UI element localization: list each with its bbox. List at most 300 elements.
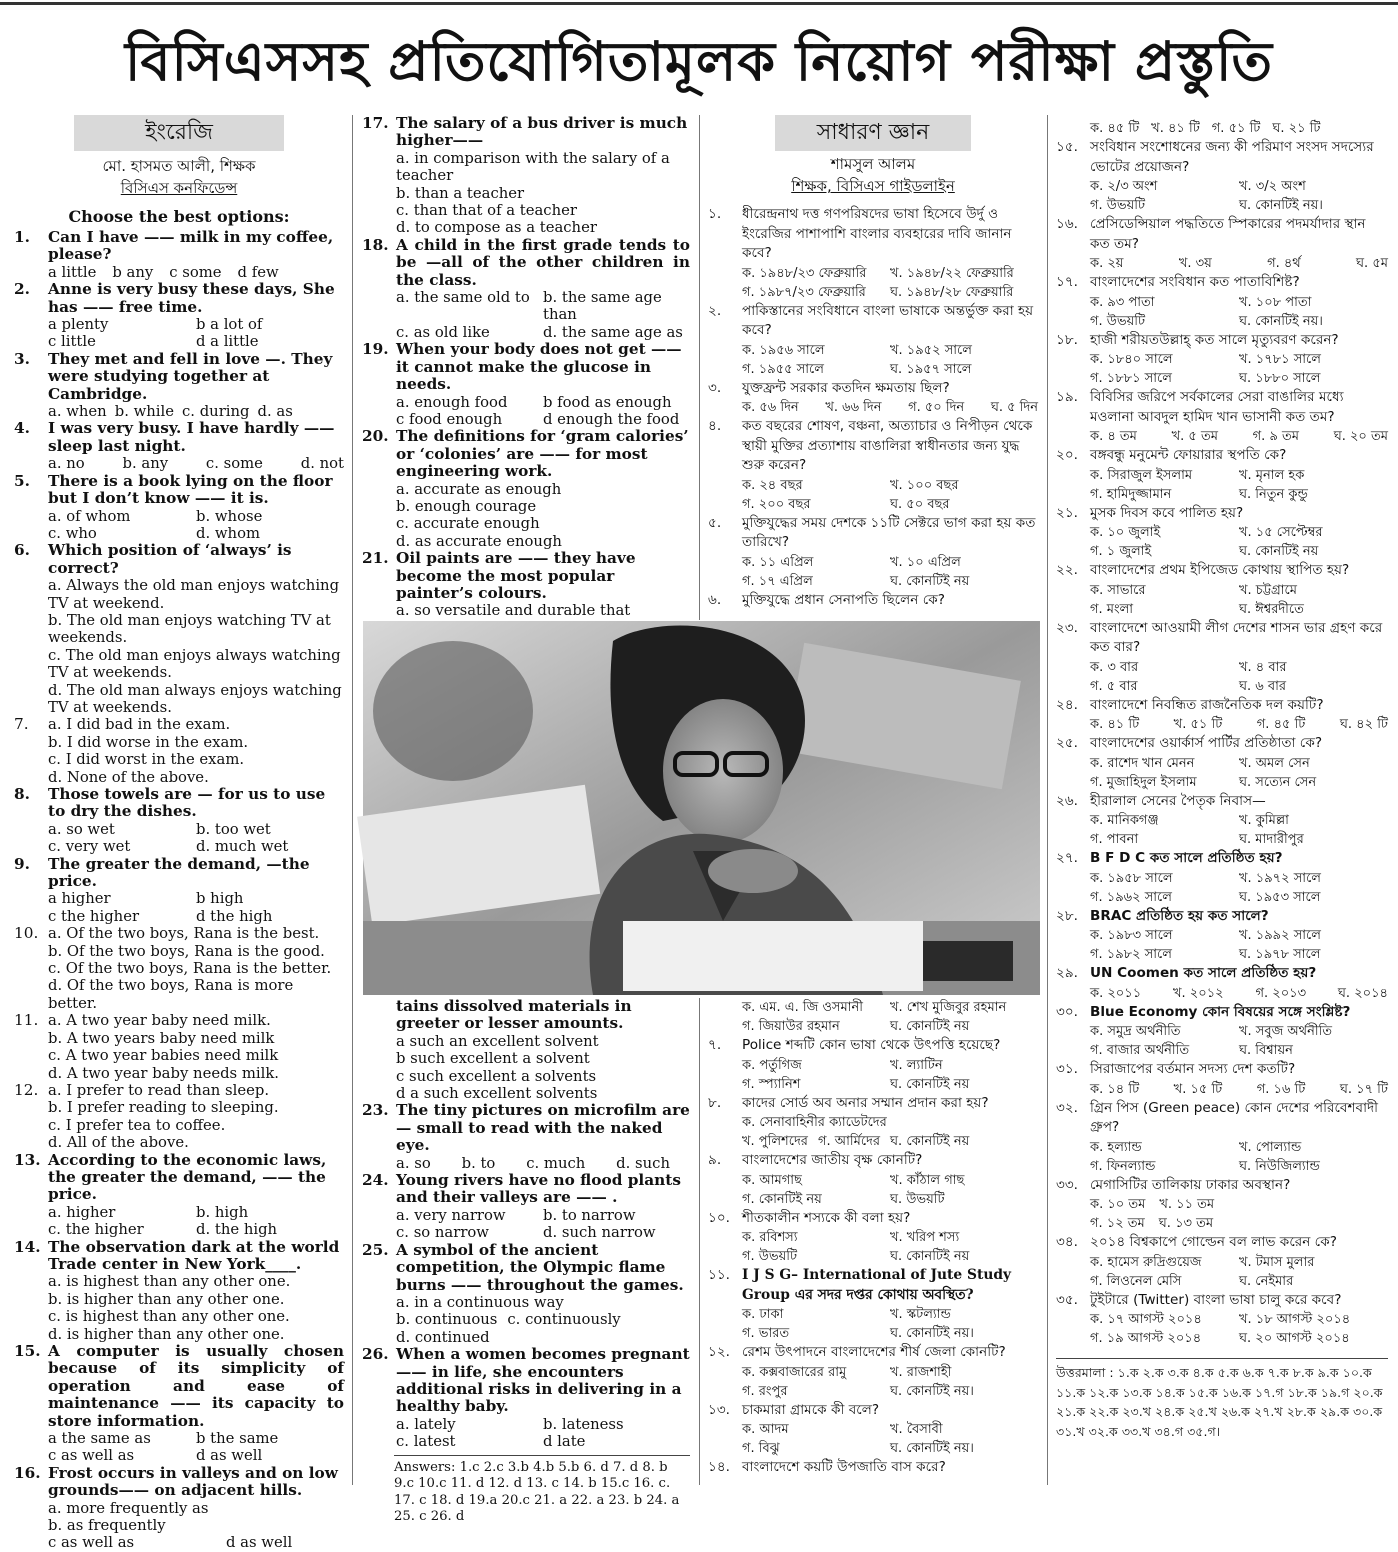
question-number: ৩৫. — [1056, 1291, 1078, 1308]
option: খ. রাজশাহী — [890, 1364, 952, 1380]
option: ঘ. ২০ তম — [1333, 429, 1388, 444]
option: d. is higher than any other one. — [48, 1325, 285, 1343]
question-text: The tiny pictures on microfilm are— small to read with the naked eye. — [396, 1101, 690, 1155]
question-text: They met and fell in love —. They were studying together at Cambridge. — [48, 349, 333, 403]
option: a. in comparison with the salary of a teacher — [396, 149, 670, 185]
option: c. The old man enjoys always watching TV at weekends. — [48, 646, 341, 682]
option: ক. আমগাছ — [742, 1172, 802, 1188]
option: b a lot of — [196, 316, 263, 334]
question — [362, 1242, 690, 1346]
english-author: মো. হাসমত আলী, শিক্ষক — [102, 157, 256, 175]
option: খ. মৃনাল হক — [1239, 467, 1305, 483]
question-number: 6. — [14, 541, 30, 560]
question-text: বাংলাদেশের প্রথম ইপিজেড কোথায় স্থাপিত হয়? — [1090, 562, 1350, 578]
option: ক. ১৪ টি — [1090, 1081, 1140, 1097]
option: গ. ২০০ বছর — [742, 496, 811, 512]
option: a. Always the old man enjoys watching TV at weekend. — [48, 577, 340, 612]
option: গ. ৪৫ টি — [1256, 717, 1306, 732]
option: ক. ১১ এপ্রিল — [742, 554, 814, 570]
question-text: The salary of a bus driver is much higher—— — [396, 114, 688, 150]
option: ক. পর্তুগিজ — [742, 1057, 802, 1073]
question — [362, 1346, 690, 1450]
option: a higher — [48, 890, 111, 908]
option: গ. ৪র্থ — [1267, 256, 1301, 271]
question-number: 12. — [14, 1080, 39, 1099]
option: d as well — [196, 1447, 263, 1465]
option: ক. রবিশস্য — [742, 1230, 798, 1245]
question-number: ১২. — [708, 1344, 730, 1360]
question — [1056, 696, 1388, 735]
question-text: Frost occurs in valleys and on low grounds—— on adjacent hills. — [48, 1463, 338, 1500]
question-text: I was very busy. I have hardly —— sleep last night. — [48, 419, 335, 455]
question-text: BRAC প্রতিষ্ঠিত হয় কত সালে? — [1090, 907, 1269, 924]
question — [708, 1036, 1038, 1094]
question — [14, 925, 344, 1012]
question-number: ১১. — [708, 1267, 730, 1283]
question-text: When a women becomes pregnant —— in life, she encounters additional risks in delivering in a healthy baby. — [396, 1345, 690, 1416]
option: ক. মানিকগঞ্জ — [1090, 813, 1159, 828]
question-text: B F D C কত সালে প্রতিষ্ঠিত হয়? — [1090, 850, 1283, 866]
question-number: ১৩. — [708, 1401, 730, 1418]
option: ক. ১৯৫৬ সালে — [742, 342, 825, 358]
question-number: ১৬. — [1056, 216, 1078, 232]
question-number: 20. — [362, 427, 389, 446]
question-number: 4. — [14, 419, 30, 438]
option: c. during — [182, 403, 250, 421]
question-text: মুক্তিযুদ্ধে প্রধান সেনাপতি ছিলেন কে? — [742, 591, 945, 608]
option: ক. ৯৩ পাতা — [1090, 294, 1155, 310]
option: ঘ. ১৯৫৭ সালে — [890, 361, 972, 377]
question-text: Can I have —— milk in my coffee, please? — [48, 228, 334, 264]
option: ঘ. কোনটিই নয়। — [890, 1383, 974, 1399]
answers-divider — [394, 1455, 690, 1456]
question — [1056, 792, 1388, 850]
gk-column-2 — [1056, 119, 1388, 1479]
question-number: 2. — [14, 280, 30, 299]
option: b. than a teacher — [396, 184, 525, 202]
question-text: UN Coomen কত সালে প্রতিষ্ঠিত হয়? — [1090, 965, 1317, 981]
question — [14, 473, 344, 543]
option: b high — [196, 890, 244, 908]
question-text: বঙ্গবন্ধু মনুমেন্ট ফোয়ারার স্থপতি কে? — [1090, 447, 1287, 463]
option: a plenty — [48, 316, 109, 334]
answers-divider — [1056, 1358, 1388, 1359]
question — [1056, 504, 1388, 562]
question-text: চাকমারা গ্রামকে কী বলে? — [742, 1401, 880, 1418]
question-text: The greater the demand, —the price. — [48, 854, 310, 891]
question — [14, 351, 344, 421]
option: d. The old man always enjoys watching TV at weekends. — [48, 681, 342, 716]
question-text: মুসক দিবস কবে পালিত হয়? — [1090, 504, 1244, 521]
question-number: 23. — [362, 1101, 389, 1120]
option: d. not — [300, 455, 344, 473]
question — [14, 281, 344, 351]
column-divider — [1047, 115, 1048, 1485]
option: খ. ১১ তম — [1159, 1197, 1215, 1212]
option: ঘ. ১৮৮০ সালে — [1239, 371, 1321, 386]
option: ক. ১০ তম — [1090, 1197, 1146, 1212]
option: ঘ. কোনটিই নয়। — [890, 1441, 974, 1456]
option: d few — [237, 263, 279, 281]
option: a. lately — [396, 1415, 456, 1433]
question — [708, 514, 1038, 591]
option: গ. উভয়টি — [742, 1249, 798, 1264]
question-text: ২০১৪ বিশ্বকাপে গোল্ডেন বল লাভ করেন কে? — [1090, 1234, 1337, 1250]
option: c. Of the two boys, Rana is the better. — [48, 960, 332, 978]
option: ঘ. কোনটিই নয় — [890, 1076, 970, 1092]
option: d as well — [226, 1534, 293, 1552]
question-number: ৩২. — [1056, 1099, 1078, 1116]
option: খ. কাঁঠাল গাছ — [890, 1172, 965, 1188]
photo-illustration — [363, 621, 1040, 995]
question-number: ১০. — [708, 1209, 730, 1226]
question — [362, 1102, 690, 1172]
option: খ. ৬৬ দিন — [825, 400, 882, 415]
gk-column-1 — [708, 115, 1038, 608]
english-column-1 — [14, 115, 344, 1552]
question — [14, 1465, 344, 1552]
option: ক. ১৯৫৮ সালে — [1090, 870, 1173, 886]
option: খ. ১৯৫২ সালে — [890, 342, 972, 358]
option: d. the high — [196, 1221, 278, 1239]
question-text: The observation dark at the world Trade center in New York____. — [48, 1237, 340, 1273]
question-text: According to the economic laws, the greater the demand, —— the price. — [48, 1150, 327, 1204]
option: d. A two year baby needs milk. — [48, 1064, 280, 1082]
question — [1056, 561, 1388, 619]
option: a. no — [48, 455, 85, 473]
option: c. some — [205, 455, 263, 473]
option: d. as — [257, 403, 293, 421]
option: ঘ. ২১ টি — [1272, 121, 1321, 136]
option: c as well as — [48, 1534, 135, 1552]
question-number: ৩১. — [1056, 1061, 1078, 1077]
option: গ. রংপুর — [742, 1383, 788, 1399]
question — [708, 1401, 1038, 1459]
question-number: ২১. — [1056, 504, 1078, 521]
question-number: 10. — [14, 924, 39, 943]
option: গ. ৯ তম — [1252, 429, 1299, 444]
option: ঘ. ১৭ টি — [1339, 1081, 1388, 1097]
option: b. whose — [196, 507, 263, 525]
option: d. much wet — [196, 838, 289, 856]
option: ক. হামেস রুদ্রিগুয়েজ — [1090, 1254, 1202, 1270]
option: a. I prefer to read than sleep. — [48, 1081, 270, 1099]
option: c such excellent a solvents — [396, 1067, 597, 1085]
option: b. I did worse in the exam. — [48, 733, 249, 751]
question-text: Young rivers have no flood plants and their valleys are —— . — [396, 1171, 681, 1207]
option: c. I prefer tea to coffee. — [48, 1116, 226, 1134]
option: b food as enough — [543, 393, 672, 411]
option: d. the same age as — [543, 323, 683, 341]
option: a. of whom — [48, 507, 131, 525]
option: b. enough courage — [396, 497, 537, 515]
question-text: বাংলাদেশের জাতীয় বৃক্ষ কোনটি? — [742, 1152, 923, 1168]
option: c. is highest than any other one. — [48, 1308, 290, 1326]
option: ঘ. নিতুন কুন্ডু — [1239, 486, 1308, 502]
question-text: The definitions for ‘gram calories’ or ‘colonies’ are —— for most engineering work. — [396, 427, 689, 481]
option: c. so narrow — [396, 1224, 489, 1242]
question-text: Police শব্দটি কোন ভাষা থেকে উৎপত্তি হয়েছে? — [742, 1037, 1001, 1053]
question-text: রেশম উৎপাদনে বাংলাদেশের শীর্ষ জেলা কোনটি? — [742, 1344, 1006, 1360]
option: ঘ. কোনটিই নয় — [890, 1019, 970, 1034]
question — [362, 1172, 690, 1242]
option: গ. মুজাহিদুল ইসলাম — [1090, 774, 1197, 790]
option: d. whom — [196, 524, 261, 542]
option: ক. ৪৫ টি — [1090, 121, 1140, 136]
option: গ. ভারত — [742, 1326, 790, 1341]
question-text: প্রেসিডেন্সিয়াল পদ্ধতিতে স্পিকারের পদমর্যাদার স্থান কত তম? — [1090, 216, 1366, 252]
column-divider — [699, 998, 700, 1485]
option: খ. ল্যাটিন — [890, 1057, 943, 1073]
option: ক. ৪১ টি — [1090, 717, 1140, 732]
option: ক. হল্যান্ড — [1090, 1139, 1142, 1155]
option: খ. অমল সেন — [1239, 755, 1310, 771]
option: ঘ. ৫ম — [1356, 256, 1388, 271]
question — [1056, 964, 1388, 1003]
option: গ. জিয়াউর রহমান — [742, 1019, 840, 1034]
option: ঘ. ২০ আগস্ট ২০১৪ — [1239, 1331, 1350, 1346]
question-continued — [362, 998, 690, 1102]
question-number: ২৬. — [1056, 792, 1078, 809]
option: ঘ. কোনটিই নয়। — [1239, 313, 1323, 329]
option: b. lateness — [543, 1415, 624, 1433]
option: a little — [48, 263, 97, 281]
question-number: 26. — [362, 1345, 389, 1364]
question-text: টুইটারে (Twitter) বাংলা ভাষা চালু করে কবে? — [1090, 1291, 1342, 1308]
question-text: গ্রিন পিস (Green peace) কোন দেশের পরিবেশবাদী গ্রুপ? — [1090, 1099, 1379, 1135]
question — [1056, 1291, 1388, 1349]
english-column-2 — [362, 115, 690, 620]
question-number: ১৪. — [708, 1459, 730, 1475]
question — [1056, 1003, 1388, 1061]
option: d. to compose as a teacher — [396, 219, 597, 237]
question-continued — [1056, 119, 1388, 138]
question-number: 15. — [14, 1342, 41, 1360]
question-text: Which position of ‘always’ is correct? — [48, 541, 292, 577]
option: ঘ. সত্যেন সেন — [1239, 774, 1317, 790]
option: খ. ৫১ টি — [1173, 717, 1223, 732]
question-text: পাকিস্তানের সংবিধানে বাংলা ভাষাকে অন্তর্ভুক্ত করা হয় কবে? — [742, 302, 1034, 338]
option: ক. ২৪ বছর — [742, 477, 803, 493]
question-text: মেগাসিটির তালিকায় ঢাকার অবস্থান? — [1090, 1176, 1291, 1193]
option: ঘ. ১৯৪৮/২৮ ফেব্রুয়ারি — [890, 284, 1014, 300]
gk-answers: উত্তরমালা : ১.ক ২.ক ৩.ক ৪.ক ৫.ক ৬.ক ৭.ক ৮.ক ৯.ক ১০.ক ১১.ক ১২.ক ১৩.ক ১৪.ক ১৫.ক ১৬.ক ১৭.গ ১৮.ক ১৯.গ ২০.ক ২১.ক ২২.ক ২৩.খ ২৪.ক ২৫.খ ২৬.ক ২৭.খ ২৮.ক ২৯.ক ৩০.ক ৩১.খ ৩২.ক ৩৩.খ ৩৪.গ ৩৫.গ। — [1056, 1365, 1383, 1439]
question-text: মুক্তিযুদ্ধের সময় দেশকে ১১টি সেক্টরে ভাগ করা হয় কত তারিখে? — [742, 514, 1036, 550]
question-text: বাংলাদেশে আওয়ামী লীগ দেশের শাসন ভার গ্রহণ করে কত বার? — [1090, 619, 1383, 655]
option: খ. ১০০ বছর — [890, 477, 959, 493]
option: ক. ২/৩ অংশ — [1090, 179, 1158, 194]
option: b. too wet — [196, 820, 271, 838]
option: খ. ১৫ সেপ্টেম্বর — [1239, 525, 1323, 540]
option: ক. ২০১১ — [1090, 985, 1142, 1001]
question-number: ১. — [708, 206, 722, 222]
option: b such excellent a solvent — [396, 1050, 590, 1068]
option: ক. আদম — [742, 1422, 789, 1437]
question-number: 3. — [14, 349, 30, 368]
option: ক. কক্সবাজারের রামু — [742, 1364, 847, 1380]
question — [708, 379, 1038, 418]
option: d late — [543, 1433, 586, 1451]
question — [708, 1209, 1038, 1267]
question-text: বিবিসির জরিপে সর্বকালের সেরা বাঙালির মধ্যে মওলানা আবদুল হামিদ খান ভাসানী কত তম? — [1090, 389, 1344, 425]
option: a. the same old to — [396, 289, 530, 307]
instruction: Choose the best options: — [68, 207, 290, 226]
option: a. accurate as enough — [396, 480, 562, 498]
question-number: ১৭. — [1056, 274, 1078, 290]
option: a. when — [48, 403, 107, 421]
question-number: ২০. — [1056, 447, 1078, 463]
option: খ. বৈসাবী — [890, 1422, 943, 1437]
question-text: Oil paints are —— they have become the most popular painter’s colours. — [396, 549, 636, 602]
option: d enough the food — [543, 410, 680, 428]
question-number: ৬. — [708, 591, 722, 608]
option: খ. ৪ বার — [1239, 659, 1287, 675]
option: c. continuously — [507, 1311, 621, 1329]
option: ঘ. ঈশ্বরদীতে — [1239, 601, 1304, 617]
question — [1056, 388, 1388, 446]
option: c the higher — [48, 907, 140, 925]
question-text: There is a book lying on the floor but I don’t know —— it is. — [48, 471, 333, 508]
option: ঘ. ৪২ টি — [1339, 717, 1388, 732]
question-text: tains dissolved materials in greeter or lesser amounts. — [396, 997, 632, 1033]
option: b the same — [196, 1430, 279, 1448]
question — [708, 1458, 1038, 1478]
question — [1056, 1099, 1388, 1176]
question-number: 18. — [362, 235, 389, 254]
question-number: 19. — [362, 340, 389, 359]
option: c food enough — [396, 410, 503, 428]
option: খ. চট্টগ্রামে — [1239, 582, 1297, 598]
question-number: 14. — [14, 1237, 41, 1256]
question-text: When your body does not get —— it cannot make the glucose in needs. — [396, 340, 682, 394]
option: d. such narrow — [543, 1224, 656, 1242]
question-number: 21. — [362, 549, 389, 568]
gk-author: শামসুল আলম — [830, 155, 916, 173]
option: গ. ১৯৬২ সালে — [1090, 889, 1172, 905]
option: খ. স্কটল্যান্ড — [890, 1307, 951, 1322]
question — [1056, 1060, 1388, 1099]
option: খ. ৩য় — [1178, 256, 1212, 271]
question-number: ২২. — [1056, 562, 1078, 578]
option: গ. ১ জুলাই — [1090, 544, 1152, 559]
option: b. high — [196, 1203, 249, 1221]
option: গ. ফিনল্যান্ড — [1090, 1158, 1156, 1174]
question-text: হীরালাল সেনের পৈতৃক নিবাস— — [1090, 792, 1266, 809]
option: a. is highest than any other one. — [48, 1273, 291, 1291]
option: ঘ. কোনটিই নয় — [890, 573, 970, 589]
option: খ. ১৯৯২ সালে — [1239, 928, 1321, 943]
option: ঘ. ২০১৪ — [1337, 985, 1388, 1001]
question — [362, 341, 690, 428]
question-text: Blue Economy কোন বিষয়ের সঙ্গে সংশ্লিষ্ট? — [1090, 1003, 1351, 1020]
question-number: ২৪. — [1056, 696, 1078, 713]
option: c. the higher — [48, 1221, 144, 1239]
option: খ. শেখ মুজিবুর রহমান — [890, 1000, 1007, 1015]
question — [14, 229, 344, 281]
option: ক. সেনাবাহিনীর ক্যাডেটদের — [742, 1115, 887, 1130]
option: ক. সিরাজুল ইসলাম — [1090, 467, 1193, 483]
option: ঘ. ৫ দিন — [990, 400, 1038, 415]
option: খ. সবুজ অর্থনীতি — [1239, 1024, 1333, 1039]
exam-student-photo — [363, 621, 1040, 995]
option: d a such excellent solvents — [396, 1085, 598, 1103]
option: গ. ১৯ আগস্ট ২০১৪ — [1090, 1331, 1202, 1346]
question — [362, 428, 690, 550]
option: গ. ১৭ এপ্রিল — [742, 573, 813, 589]
option: ঘ. বিশ্বায়ন — [1239, 1043, 1293, 1058]
option: ক. ১৯৮৩ সালে — [1090, 928, 1173, 943]
question-number: ১৮. — [1056, 331, 1078, 348]
question-text: বাংলাদেশের সংবিধান কত পাতাবিশিষ্ট? — [1090, 274, 1300, 290]
option: খ. ১০ এপ্রিল — [890, 554, 961, 570]
option: b. to narrow — [543, 1206, 636, 1224]
option: b. Of the two boys, Rana is the good. — [48, 942, 325, 960]
option: c. very wet — [48, 838, 131, 856]
question-number: 8. — [14, 785, 30, 803]
question-number: ৪. — [708, 418, 722, 434]
option: ক. সমুদ্র অর্থনীতি — [1090, 1024, 1181, 1039]
option: b. is higher than any other one. — [48, 1290, 285, 1308]
option: c. latest — [396, 1433, 456, 1451]
question — [14, 1012, 344, 1082]
question-number: ৮. — [708, 1094, 722, 1111]
option: গ. ১২ তম — [1090, 1216, 1145, 1231]
option: ক. ১০ জুলাই — [1090, 525, 1161, 540]
option: ঘ. ১৯৭৮ সালে — [1239, 947, 1321, 962]
option: গ. কোনটিই নয় — [742, 1191, 822, 1207]
option: গ. ১৯৫৫ সালে — [742, 361, 824, 377]
question-number: ২৫. — [1056, 735, 1078, 751]
option: c some — [169, 263, 222, 281]
option: খ. ১৯৭২ সালে — [1239, 870, 1321, 886]
question-number: ৯. — [708, 1152, 722, 1168]
question-text: Those towels are — for us to use to dry the dishes. — [48, 785, 326, 821]
option: গ. মংলা — [1090, 601, 1134, 617]
question-number: 25. — [362, 1240, 389, 1259]
option: d. continued — [396, 1328, 490, 1346]
option: a. so — [396, 1154, 431, 1172]
english-section-title: ইংরেজি — [74, 115, 284, 151]
question — [14, 856, 344, 926]
option: খ. ১৯৪৮/২২ ফেব্রুয়ারি — [890, 265, 1014, 281]
question-text: কাদের সোর্ড অব অনার সম্মান প্রদান করা হয়? — [742, 1094, 989, 1111]
gk-section-title: সাধারণ জ্ঞান — [775, 115, 971, 151]
option: d. as accurate enough — [396, 532, 562, 550]
top-rule — [0, 2, 1398, 5]
question-text: হাজী শরীয়তউল্লাহ্ কত সালে মৃত্যুবরণ করেন? — [1090, 331, 1339, 348]
question-number: 16. — [14, 1463, 41, 1482]
option: ক. ৪ তম — [1090, 429, 1137, 444]
question — [708, 591, 1038, 611]
option: ক. ৩ বার — [1090, 659, 1139, 675]
option: গ. উভয়টি — [1090, 198, 1146, 213]
question — [1056, 215, 1388, 273]
question-text: বাংলাদেশে কয়টি উপজাতি বাস করে? — [742, 1459, 946, 1475]
question — [708, 417, 1038, 514]
option: d a little — [196, 333, 259, 351]
option: b. to — [461, 1154, 496, 1172]
question — [14, 716, 344, 786]
option: খ. ৪১ টি — [1151, 121, 1200, 136]
option: c. accurate enough — [396, 515, 540, 533]
option: d. None of the above. — [48, 768, 209, 786]
question-number: 24. — [362, 1171, 389, 1190]
option: d the high — [196, 907, 273, 925]
question-text: Anne is very busy these days, She has —— free time. — [48, 280, 335, 316]
option: খ. ১০৮ পাতা — [1239, 294, 1312, 310]
option: b any — [112, 263, 154, 281]
question-text: I J S G– International of Jute Study Group এর সদর দপ্তর কোথায় অবস্থিত? — [742, 1267, 1012, 1303]
